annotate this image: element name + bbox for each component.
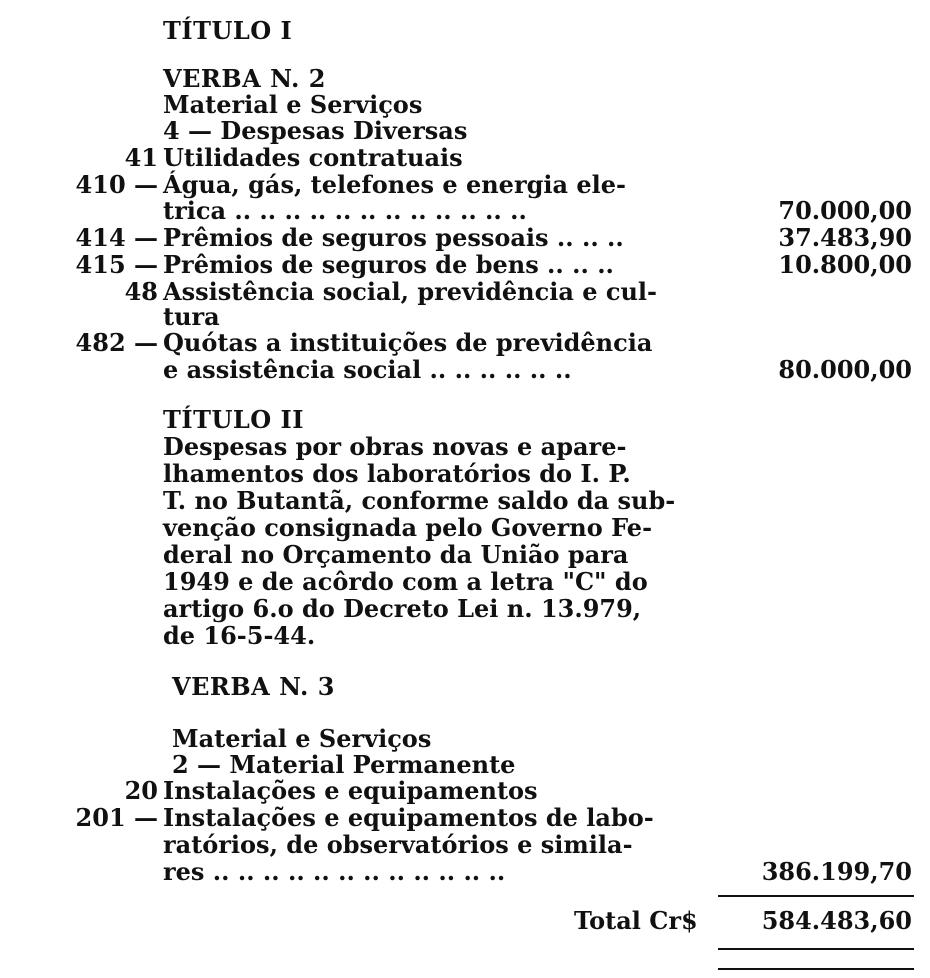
- titulo-2-paragraph-line: T. no Butantã, conforme saldo da sub-: [163, 486, 676, 515]
- item-code: 201 —: [75, 803, 158, 832]
- item-code: 415 —: [75, 250, 158, 279]
- item-amount: 10.800,00: [778, 250, 912, 279]
- subtotal-rule: [718, 895, 914, 897]
- titulo-1-heading: TÍTULO I: [163, 16, 293, 45]
- titulo-2-paragraph-line: deral no Orçamento da União para: [163, 540, 629, 569]
- item-amount: 80.000,00: [778, 355, 912, 384]
- titulo-2-paragraph-line: de 16-5-44.: [163, 621, 316, 650]
- titulo-2-paragraph-line: venção consignada pelo Governo Fe-: [163, 513, 653, 542]
- verba-2-section: 4 — Despesas Diversas: [163, 116, 468, 145]
- item-code: 20: [124, 776, 158, 805]
- titulo-2-paragraph-line: artigo 6.o do Decreto Lei n. 13.979,: [163, 594, 642, 623]
- item-amount: 386.199,70: [761, 857, 912, 886]
- verba-3-section: 2 — Material Permanente: [172, 750, 516, 779]
- item-description: Assistência social, previdência e cul-: [163, 277, 658, 306]
- item-code: 482 —: [75, 328, 158, 357]
- titulo-2-paragraph-line: 1949 e de acôrdo com a letra "C" do: [163, 567, 648, 596]
- item-code: 41: [124, 143, 158, 172]
- item-description: Prêmios de seguros de bens .. .. ..: [163, 250, 614, 279]
- item-description: Instalações e equipamentos: [163, 776, 538, 805]
- item-code: 48: [124, 277, 158, 306]
- item-description-continued: ratórios, de observatórios e simila-: [163, 830, 633, 859]
- item-description: Água, gás, telefones e energia ele-: [163, 170, 627, 199]
- titulo-2-heading: TÍTULO II: [163, 405, 304, 434]
- item-description-continued: tura: [163, 302, 220, 331]
- total-rule-1: [718, 948, 914, 950]
- total-label: Total Cr$: [574, 906, 698, 935]
- item-description-continued: trica .. .. .. .. .. .. .. .. .. .. .. ..: [163, 196, 527, 225]
- item-description: Quótas a instituições de previdência: [163, 328, 653, 357]
- item-description: Instalações e equipamentos de labo-: [163, 803, 654, 832]
- total-rule-2: [718, 968, 914, 970]
- item-amount: 70.000,00: [778, 196, 912, 225]
- titulo-2-paragraph-line: Despesas por obras novas e apare-: [163, 432, 627, 461]
- verba-3-subheading: Material e Serviços: [172, 724, 432, 753]
- item-description-continued: res .. .. .. .. .. .. .. .. .. .. .. ..: [163, 857, 506, 886]
- item-description-continued: e assistência social .. .. .. .. .. ..: [163, 355, 572, 384]
- item-amount: 37.483,90: [778, 223, 912, 252]
- item-code: 414 —: [75, 223, 158, 252]
- verba-2-subheading: Material e Serviços: [163, 90, 423, 119]
- verba-3-heading: VERBA N. 3: [172, 672, 335, 701]
- titulo-2-paragraph-line: lhamentos dos laboratórios do I. P.: [163, 459, 631, 488]
- item-description: Prêmios de seguros pessoais .. .. ..: [163, 223, 624, 252]
- item-code: 410 —: [75, 170, 158, 199]
- total-amount: 584.483,60: [761, 906, 912, 935]
- verba-2-heading: VERBA N. 2: [163, 64, 326, 93]
- item-description: Utilidades contratuais: [163, 143, 463, 172]
